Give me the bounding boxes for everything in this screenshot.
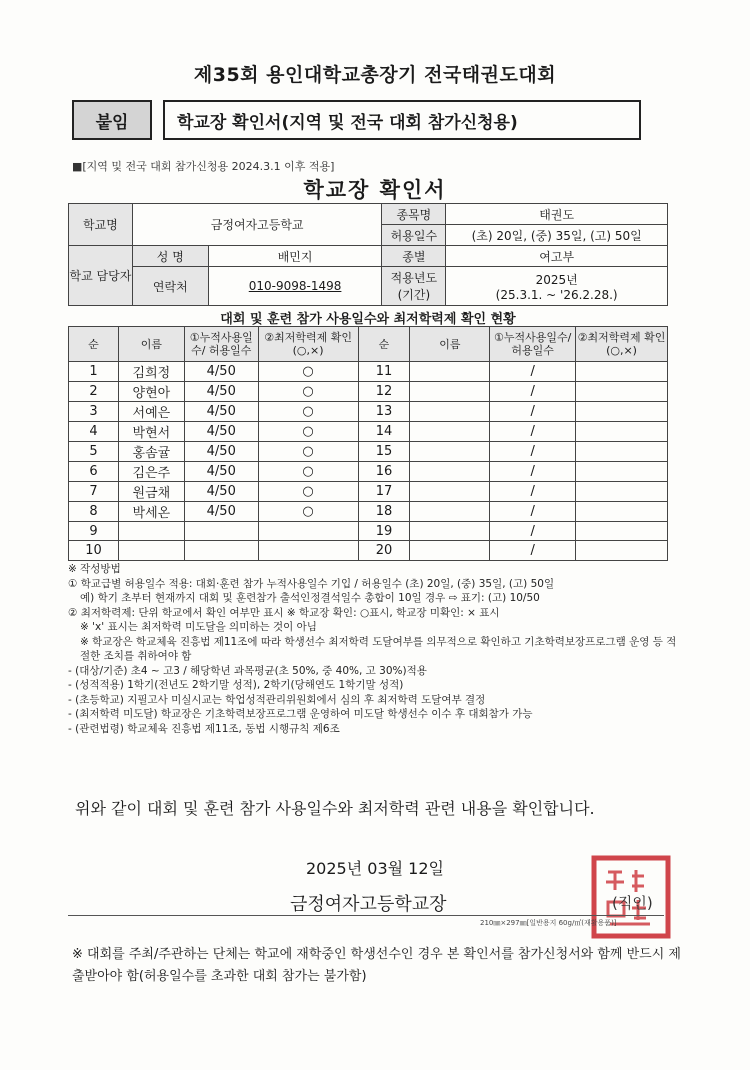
row-days bbox=[184, 522, 258, 541]
roster-row bbox=[69, 522, 668, 541]
row-no-right: 20 bbox=[358, 541, 410, 560]
roster-row bbox=[69, 541, 668, 560]
roster-table bbox=[68, 326, 668, 561]
manager-name: 배민지 bbox=[208, 246, 382, 267]
row-days bbox=[184, 541, 258, 560]
row-name: 박세온 bbox=[118, 502, 184, 522]
roster-row bbox=[69, 402, 668, 422]
row-days: 4/50 bbox=[184, 462, 258, 482]
row-academic-right bbox=[576, 402, 668, 422]
main-title: 학교장 확인서 bbox=[303, 178, 447, 202]
row-no-right: 14 bbox=[358, 422, 410, 442]
row-no: 8 bbox=[69, 502, 119, 522]
row-name-right bbox=[410, 482, 490, 502]
row-no-right: 15 bbox=[358, 442, 410, 462]
manager-label: 학교 담당자 bbox=[69, 246, 133, 306]
row-days: 4/50 bbox=[184, 382, 258, 402]
divider bbox=[68, 915, 664, 916]
category-value: 여고부 bbox=[446, 246, 668, 267]
row-days-right: / bbox=[490, 462, 576, 482]
row-name-right bbox=[410, 442, 490, 462]
row-name-right bbox=[410, 382, 490, 402]
row-academic: ○ bbox=[258, 382, 358, 402]
row-days-right: / bbox=[490, 422, 576, 442]
row-days-right: / bbox=[490, 402, 576, 422]
row-no-right: 12 bbox=[358, 382, 410, 402]
guide-detail-4: - (최저학력 미도달) 학교장은 기초학력보장프로그램 운영하여 미도달 학생선수 이수 후 대회참가 가능 bbox=[68, 708, 533, 720]
row-academic: ○ bbox=[258, 502, 358, 522]
row-academic-right bbox=[576, 522, 668, 541]
row-name: 김희정 bbox=[118, 362, 184, 382]
row-no-right: 16 bbox=[358, 462, 410, 482]
row-academic bbox=[258, 522, 358, 541]
guide-item-2: ② 최저학력제: 단위 학교에서 확인 여부만 표시 ※ 학교장 확인: ○표시, 학교장 미확인: × 표시 bbox=[68, 606, 500, 619]
row-name-right bbox=[410, 462, 490, 482]
row-academic-right bbox=[576, 482, 668, 502]
row-days: 4/50 bbox=[184, 422, 258, 442]
row-days: 4/50 bbox=[184, 502, 258, 522]
row-days-right: / bbox=[490, 482, 576, 502]
guide-detail-3: - (초등학교) 지필고사 미실시교는 학업성적관리위원회에서 심의 후 최저학력 도달여부 결정 bbox=[68, 693, 486, 706]
row-name: 원금채 bbox=[118, 482, 184, 502]
period-value: (25.3.1. ~ '26.2.28.) bbox=[495, 287, 618, 302]
contact-number: 010-9098-1498 bbox=[248, 279, 342, 293]
row-academic: ○ bbox=[258, 422, 358, 442]
row-days: 4/50 bbox=[184, 482, 258, 502]
contact-label: 연락처 bbox=[132, 267, 208, 306]
roster-row bbox=[69, 362, 668, 382]
guide-note-b: ※ 학교장은 학교체육 진흥법 제11조에 따라 학생선수 최저학력 도달여부를 의무적으로 확인하고 기초학력보장프로그램 운영 등 적절한 조치를 취하여야 함 bbox=[80, 635, 677, 662]
row-academic-right bbox=[576, 502, 668, 522]
document-title: 학교장 확인서(지역 및 전국 대회 참가신청용) bbox=[163, 100, 641, 140]
year-cell bbox=[446, 267, 668, 306]
event-title: 제35회 용인대학교총장기 전국태권도대회 bbox=[193, 64, 557, 86]
row-no: 5 bbox=[69, 442, 119, 462]
row-days-right: / bbox=[490, 541, 576, 560]
event-label: 종목명 bbox=[382, 204, 446, 225]
category-label: 종별 bbox=[382, 246, 446, 267]
row-days-right: / bbox=[490, 502, 576, 522]
row-no-right: 19 bbox=[358, 522, 410, 541]
row-days: 4/50 bbox=[184, 362, 258, 382]
row-name-right bbox=[410, 502, 490, 522]
guide-detail-2: - (성적적용) 1학기(전년도 2학기말 성적), 2학기(당해연도 1학기말 성적) bbox=[68, 679, 404, 691]
paper-spec: 210㎜×297㎜[일반용지 60g/㎡(재활용품)] bbox=[480, 919, 617, 927]
row-days: 4/50 bbox=[184, 442, 258, 462]
col-no: 순 bbox=[69, 327, 119, 362]
writing-guide bbox=[68, 562, 680, 736]
attachment-badge: 붙임 bbox=[72, 100, 152, 140]
guide-heading: ※ 작성방법 bbox=[68, 563, 121, 575]
info-table bbox=[68, 203, 668, 306]
roster-row bbox=[69, 442, 668, 462]
school-value: 금정여자고등학교 bbox=[132, 204, 382, 246]
row-academic-right bbox=[576, 382, 668, 402]
col-name: 이름 bbox=[118, 327, 184, 362]
principal-name: 금정여자고등학교장 bbox=[290, 894, 447, 915]
row-name-right bbox=[410, 422, 490, 442]
row-name-right bbox=[410, 541, 490, 560]
row-name-right bbox=[410, 522, 490, 541]
row-name-right bbox=[410, 402, 490, 422]
guide-example: 예) 학기 초부터 현재까지 대회 및 훈련참가 출석인정결석일수 총합이 10일 경우 ⇨ 표기: (고) 10/50 bbox=[80, 592, 540, 604]
footer-note: ※ 대회를 주최/주관하는 단체는 학교에 재학중인 학생선수인 경우 본 확인서를 참가신청서와 함께 반드시 제출받아야 함(허용일수를 초과한 대회 참가는 불가함) bbox=[72, 947, 681, 984]
row-academic: ○ bbox=[258, 402, 358, 422]
confirmation-text: 위와 같이 대회 및 훈련 참가 사용일수와 최저학력 관련 내용을 확인합니다. bbox=[75, 799, 595, 818]
contact-value bbox=[208, 267, 382, 306]
row-academic-right bbox=[576, 362, 668, 382]
row-name: 서예은 bbox=[118, 402, 184, 422]
col-academic: ②최저학력제 확인(○,×) bbox=[258, 327, 358, 362]
row-academic-right bbox=[576, 462, 668, 482]
row-academic-right bbox=[576, 541, 668, 560]
row-no: 10 bbox=[69, 541, 119, 560]
row-no-right: 18 bbox=[358, 502, 410, 522]
name-label: 성 명 bbox=[132, 246, 208, 267]
row-no: 3 bbox=[69, 402, 119, 422]
row-academic: ○ bbox=[258, 462, 358, 482]
row-academic-right bbox=[576, 422, 668, 442]
roster-row bbox=[69, 382, 668, 402]
row-no: 4 bbox=[69, 422, 119, 442]
school-label: 학교명 bbox=[69, 204, 133, 246]
row-academic-right bbox=[576, 442, 668, 462]
col-name-right: 이름 bbox=[410, 327, 490, 362]
year-value: 2025년 bbox=[535, 272, 578, 287]
guide-detail-1: - (대상/기준) 초4 ~ 고3 / 해당학년 과목평균(초 50%, 중 40%, 고 30%)적용 bbox=[68, 664, 427, 677]
guide-detail-5: - (관련법령) 학교체육 진흥법 제11조, 동법 시행규칙 제6조 bbox=[68, 722, 340, 735]
roster-row bbox=[69, 502, 668, 522]
col-days: ①누적사용일수/ 허용일수 bbox=[184, 327, 258, 362]
apply-note: ■[지역 및 전국 대회 참가신청용 2024.3.1 이후 적용] bbox=[72, 160, 335, 173]
row-no-right: 13 bbox=[358, 402, 410, 422]
year-label: 적용년도 (기간) bbox=[382, 267, 446, 306]
row-name: 박현서 bbox=[118, 422, 184, 442]
row-name: 홍솜귤 bbox=[118, 442, 184, 462]
row-days-right: / bbox=[490, 522, 576, 541]
roster-row bbox=[69, 422, 668, 442]
row-days-right: / bbox=[490, 362, 576, 382]
guide-item-1: ① 학교급별 허용일수 적용: 대회·훈련 참가 누적사용일수 기입 / 허용일수 (초) 20일, (중) 35일, (고) 50일 bbox=[68, 577, 555, 590]
row-no: 1 bbox=[69, 362, 119, 382]
row-academic bbox=[258, 541, 358, 560]
row-no: 9 bbox=[69, 522, 119, 541]
seal-label: (직인) bbox=[612, 894, 653, 912]
row-name: 양현아 bbox=[118, 382, 184, 402]
row-name: 김은주 bbox=[118, 462, 184, 482]
row-academic: ○ bbox=[258, 362, 358, 382]
allowed-days-value: (초) 20일, (중) 35일, (고) 50일 bbox=[446, 225, 668, 246]
row-name bbox=[118, 541, 184, 560]
row-days-right: / bbox=[490, 382, 576, 402]
guide-note-a: ※ 'x' 표시는 최저학력 미도달을 의미하는 것이 아님 bbox=[80, 621, 317, 633]
row-no-right: 11 bbox=[358, 362, 410, 382]
row-no-right: 17 bbox=[358, 482, 410, 502]
col-days-right: ①누적사용일수/ 허용일수 bbox=[490, 327, 576, 362]
col-academic-right: ②최저학력제 확인(○,×) bbox=[576, 327, 668, 362]
allowed-days-label: 허용일수 bbox=[382, 225, 446, 246]
roster-row bbox=[69, 462, 668, 482]
row-name-right bbox=[410, 362, 490, 382]
row-name bbox=[118, 522, 184, 541]
row-no: 2 bbox=[69, 382, 119, 402]
row-no: 6 bbox=[69, 462, 119, 482]
row-no: 7 bbox=[69, 482, 119, 502]
status-heading: 대회 및 훈련 참가 사용일수와 최저학력제 확인 현황 bbox=[220, 312, 516, 327]
row-days: 4/50 bbox=[184, 402, 258, 422]
row-academic: ○ bbox=[258, 442, 358, 462]
row-days-right: / bbox=[490, 442, 576, 462]
roster-row bbox=[69, 482, 668, 502]
row-academic: ○ bbox=[258, 482, 358, 502]
col-no-right: 순 bbox=[358, 327, 410, 362]
issue-date: 2025년 03월 12일 bbox=[306, 859, 444, 878]
event-value: 태권도 bbox=[446, 204, 668, 225]
